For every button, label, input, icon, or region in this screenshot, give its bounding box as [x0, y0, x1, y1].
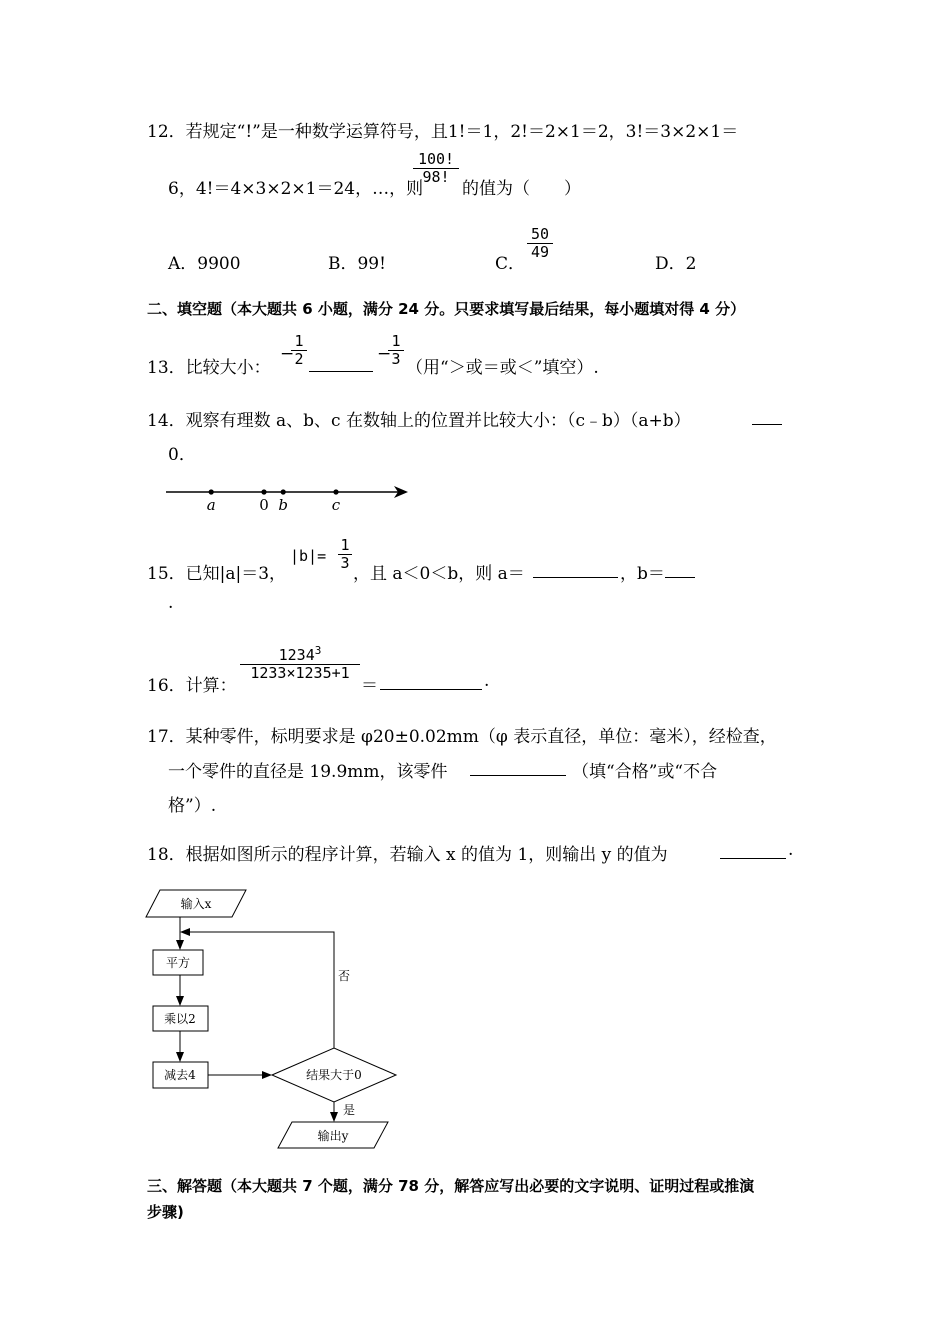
- q18-line: [147, 840, 668, 865]
- q12-number: 12．: [147, 122, 186, 142]
- q12-frac-den: 98!: [422, 168, 450, 186]
- q15-mid: ，b＝: [620, 564, 665, 584]
- q15-abs-b: |b|=: [290, 547, 327, 565]
- q17-line3: 格”）.: [168, 796, 217, 816]
- q16-equals: ＝: [361, 676, 378, 696]
- flow-input-label: 输入x: [180, 897, 212, 911]
- q12-fraction: [413, 151, 459, 186]
- q16-num-base: 1234: [278, 646, 315, 664]
- q12-stem: 若规定“!”是一种数学运算符号，且1!＝1，2!＝2×1＝2，3!＝3×2×1＝: [185, 122, 739, 142]
- number-line-point-c: [333, 489, 338, 494]
- q15-f-den: 3: [340, 554, 350, 572]
- q12-option-c-label: C．: [495, 254, 526, 274]
- q12-option-d: D．2: [655, 254, 697, 274]
- number-line-label-a: a: [206, 496, 216, 514]
- q18-answer-blank[interactable]: [720, 858, 786, 859]
- q13-neg-sign-1: −: [280, 344, 295, 364]
- number-line-point-a: [209, 489, 214, 494]
- q13-number: 13．: [147, 358, 186, 378]
- q17-line2-pre: 一个零件的直径是 19.9mm，该零件: [168, 762, 448, 782]
- q13-text: 比较大小：: [185, 358, 271, 378]
- q15-a-answer-blank[interactable]: [533, 577, 618, 578]
- flow-output-label: 输出y: [317, 1129, 349, 1143]
- q14-line1: [147, 406, 691, 431]
- q17-line1: [147, 722, 777, 747]
- q18-text: 根据如图所示的程序计算，若输入 x 的值为 1，则输出 y 的值为: [185, 845, 668, 865]
- q14-answer-blank[interactable]: [752, 424, 782, 425]
- q15-end: .: [168, 593, 174, 613]
- flow-yes-label: 是: [343, 1103, 356, 1117]
- number-line-label-zero: 0: [259, 496, 269, 514]
- q16-end: .: [484, 671, 490, 691]
- q17-answer-blank[interactable]: [470, 775, 566, 776]
- flow-minus4-label: 减去4: [164, 1068, 196, 1082]
- q13-f2-num: 1: [391, 332, 401, 350]
- q12-c-num: 50: [530, 225, 550, 243]
- q15-post: ，且 a＜0＜b，则 a＝: [353, 564, 525, 584]
- q13-answer-blank[interactable]: [309, 371, 373, 372]
- q13-prefix: [147, 353, 271, 378]
- number-line-point-b: [281, 489, 286, 494]
- q12-option-a: A．9900: [168, 254, 241, 274]
- q13-f1-num: 1: [294, 332, 304, 350]
- q15-b-answer-blank[interactable]: [665, 577, 695, 578]
- q12-line1: [147, 117, 738, 142]
- number-line: [160, 478, 420, 518]
- q16-fraction: [240, 642, 360, 682]
- q12-line2-post: 的值为（ ）: [462, 179, 581, 199]
- q12-line2-pre: 6，4!＝4×3×2×1＝24，…，则: [168, 179, 424, 199]
- number-line-points: [207, 489, 341, 514]
- q14-number: 14．: [147, 411, 186, 431]
- q17-text: 某种零件，标明要求是 φ20±0.02mm（φ 表示直径，单位：毫米），经检查，: [185, 727, 777, 747]
- q14-line2: 0．: [168, 445, 196, 465]
- flow-no-label: 否: [338, 969, 351, 983]
- number-line-label-c: c: [331, 496, 341, 514]
- q12-frac-num: 100!: [417, 150, 455, 168]
- q13-fraction-2: [388, 333, 404, 368]
- q12-option-b: B．99!: [328, 254, 386, 274]
- number-line-point-zero: [261, 489, 266, 494]
- q16-answer-blank[interactable]: [380, 689, 482, 690]
- section2-title: 二、填空题（本大题共 6 小题，满分 24 分。只要求填写最后结果，每小题填对得 4 分）: [147, 300, 746, 318]
- number-line-label-b: b: [278, 496, 289, 514]
- flowchart: [140, 880, 410, 1152]
- q12-option-c-fraction: [527, 226, 553, 261]
- q17-number: 17．: [147, 727, 186, 747]
- q15-f-num: 1: [340, 536, 350, 554]
- q16-prefix: [147, 671, 237, 696]
- section3-title-line2: 步骤): [147, 1203, 184, 1221]
- q16-text: 计算：: [185, 676, 237, 696]
- q13-neg-sign-2: −: [377, 344, 392, 364]
- q14-text: 观察有理数 a、b、c 在数轴上的位置并比较大小：（c﹣b）（a+b）: [185, 411, 691, 431]
- q15-prefix: [147, 559, 286, 584]
- q13-fraction-1: [291, 333, 307, 368]
- q13-tail: （用“＞或＝或＜”填空）.: [406, 358, 599, 378]
- flow-decision-label: 结果大于0: [306, 1068, 362, 1082]
- q12-c-den: 49: [530, 243, 550, 261]
- q16-numerator: [240, 642, 360, 664]
- q15-number: 15．: [147, 564, 186, 584]
- q16-number: 16．: [147, 676, 186, 696]
- q17-line2-post: （填“合格”或“不合: [572, 762, 718, 782]
- q13-f2-den: 3: [391, 350, 401, 368]
- section3-title-line1: 三、解答题（本大题共 7 个题，满分 78 分，解答应写出必要的文字说明、证明过程或推演: [147, 1177, 755, 1195]
- flow-square-label: 平方: [165, 956, 191, 970]
- q15-fraction: [338, 537, 352, 572]
- q18-number: 18．: [147, 845, 186, 865]
- q15-pre: 已知|a|＝3，: [185, 564, 287, 584]
- q18-end: .: [788, 840, 794, 860]
- q16-denominator: 1233×1235+1: [250, 664, 350, 682]
- flow-times2-label: 乘以2: [164, 1012, 196, 1026]
- q16-num-exponent: 3: [314, 644, 322, 657]
- q13-f1-den: 2: [294, 350, 304, 368]
